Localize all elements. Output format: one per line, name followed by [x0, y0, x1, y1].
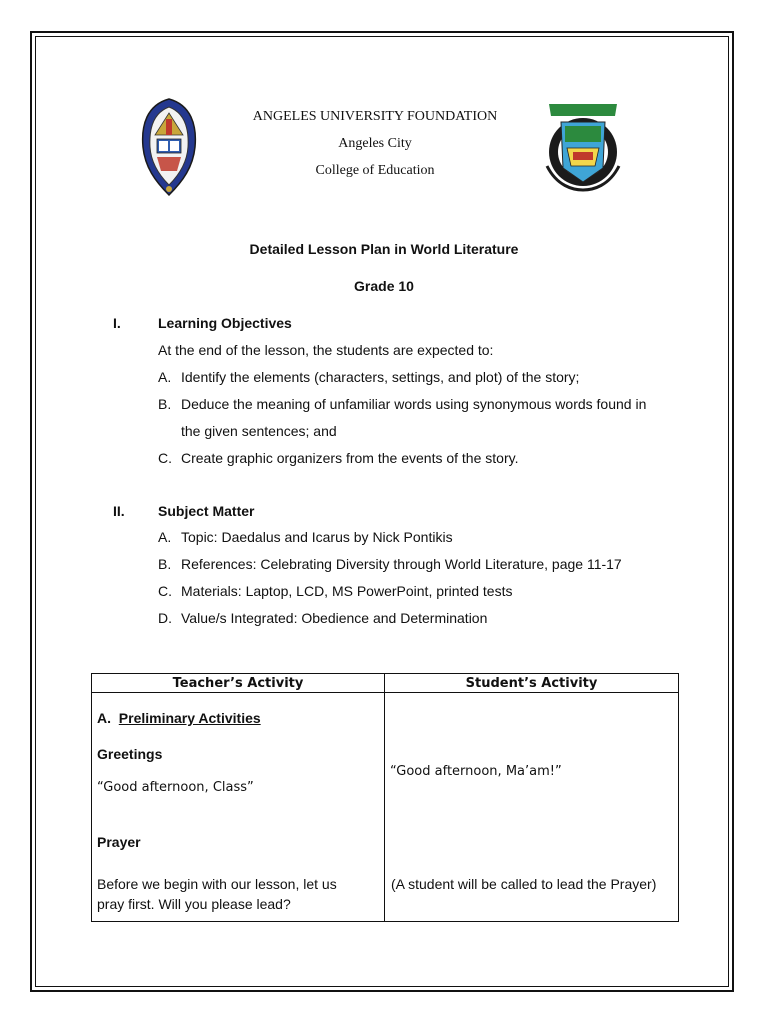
item-text: Topic: Daedalus and Icarus by Nick Pontikis: [181, 529, 453, 545]
greetings-heading: Greetings: [97, 746, 163, 762]
item-text: Identify the elements (characters, settings, and plot) of the story;: [181, 369, 580, 385]
table-row: [92, 693, 679, 922]
prayer-text-line: pray first. Will you please lead?: [97, 896, 291, 912]
item-label: D.: [158, 610, 172, 626]
institution-name: ANGELES UNIVERSITY FOUNDATION: [252, 109, 498, 124]
prayer-reply: (A student will be called to lead the Prayer): [391, 876, 657, 892]
student-activity-header: Student’s Activity: [385, 674, 679, 693]
greetings-reply: “Good afternoon, Ma’am!”: [390, 764, 562, 779]
item-text-continuation: the given sentences; and: [181, 423, 337, 439]
item-label: B.: [158, 556, 172, 572]
student-activity-cell: [385, 693, 679, 922]
greetings-text: “Good afternoon, Class”: [97, 780, 254, 795]
table-header-row: [92, 674, 679, 693]
city-name: Angeles City: [338, 136, 412, 151]
item-text: Create graphic organizers from the events of the story.: [181, 450, 519, 466]
item-label: A.: [158, 369, 172, 385]
section-intro: At the end of the lesson, the students are expected to:: [158, 342, 494, 358]
section-heading: Subject Matter: [158, 503, 255, 519]
item-label: C.: [158, 583, 172, 599]
item-label: C.: [158, 450, 172, 466]
list-item: [158, 396, 646, 412]
item-label: A.: [158, 529, 172, 545]
part-heading: [97, 710, 261, 726]
section-number: I.: [113, 315, 121, 331]
item-text: Deduce the meaning of unfamiliar words using synonymous words found in: [181, 396, 647, 412]
document-title: Detailed Lesson Plan in World Literature: [249, 241, 519, 257]
list-item: [158, 583, 512, 599]
item-text: Value/s Integrated: Obedience and Determination: [181, 610, 488, 626]
section-heading: Learning Objectives: [158, 315, 292, 331]
part-title: Preliminary Activities: [118, 710, 261, 726]
college-name: College of Education: [315, 163, 435, 178]
prayer-heading: Prayer: [97, 834, 141, 850]
grade-level: Grade 10: [354, 278, 414, 294]
list-item: [158, 556, 622, 572]
part-label: A.: [97, 710, 111, 726]
section-number: II.: [113, 503, 125, 519]
activity-table: [91, 673, 679, 922]
list-item: [158, 529, 453, 545]
list-item: [158, 610, 487, 626]
item-text: Materials: Laptop, LCD, MS PowerPoint, printed tests: [181, 583, 513, 599]
list-item: [158, 369, 579, 385]
prayer-text-line: Before we begin with our lesson, let us: [97, 876, 337, 892]
list-item: [158, 450, 518, 466]
teacher-activity-header: Teacher’s Activity: [92, 674, 385, 693]
teacher-activity-cell: [92, 693, 385, 922]
item-text: References: Celebrating Diversity through World Literature, page 11-17: [181, 556, 622, 572]
item-label: B.: [158, 396, 172, 412]
